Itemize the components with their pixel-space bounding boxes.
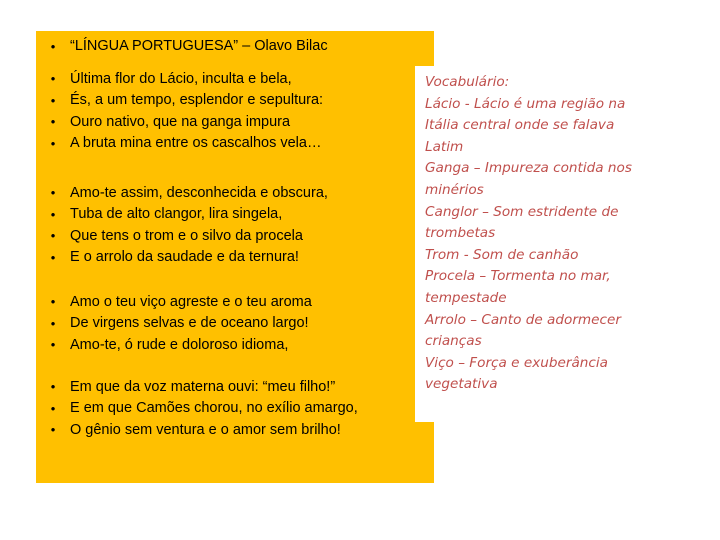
- bullet: •: [50, 294, 56, 310]
- poem-title: “LÍNGUA PORTUGUESA” – Olavo Bilac: [70, 38, 328, 54]
- vocabulary-line: vegetativa: [425, 376, 498, 393]
- vocabulary-line: Ganga – Impureza contida nos: [425, 160, 632, 177]
- bullet: •: [50, 400, 56, 416]
- bullet: •: [50, 379, 56, 395]
- poem-line: [36, 133, 323, 155]
- poem-line-text: Em que da voz materna ouvi: “meu filho!”: [70, 378, 336, 395]
- stanza-4: [36, 376, 358, 441]
- vocabulary-line: crianças: [425, 333, 482, 350]
- vocabulary-line: Arrolo – Canto de adormecer: [425, 311, 621, 328]
- bullet: •: [50, 71, 56, 87]
- poem-line: [36, 68, 323, 90]
- poem-line-text: Que tens o trom e o silvo da procela: [70, 227, 303, 244]
- bullet: •: [50, 135, 56, 151]
- vocabulary-line: Latim: [425, 138, 464, 155]
- vocabulary-panel: [415, 66, 667, 422]
- poem-line-text: És, a um tempo, esplendor e sepultura:: [70, 92, 324, 109]
- poem-line: [36, 334, 312, 356]
- vocabulary-heading: Vocabulário:: [425, 74, 510, 90]
- bullet: •: [50, 315, 56, 331]
- poem-line-text: A bruta mina entre os cascalhos vela…: [70, 135, 322, 152]
- bullet: •: [50, 92, 56, 108]
- poem-line: [36, 204, 328, 226]
- poem-line: [36, 247, 328, 269]
- vocabulary-line: trombetas: [425, 225, 496, 242]
- poem-line-text: E o arrolo da saudade e da ternura!: [70, 249, 299, 266]
- poem-line-text: Ouro nativo, que na ganga impura: [70, 113, 291, 130]
- vocabulary-line: Lácio - Lácio é uma região na: [425, 95, 626, 112]
- poem-line-text: De virgens selvas e de oceano largo!: [70, 315, 309, 332]
- stanza-3: [36, 291, 312, 356]
- bullet: •: [50, 228, 56, 244]
- vocabulary-line: Itália central onde se falava: [425, 117, 615, 134]
- poem-line: [36, 182, 328, 204]
- vocabulary-line: minérios: [425, 181, 484, 198]
- poem-line-text: Amo o teu viço agreste e o teu aroma: [70, 293, 312, 310]
- vocabulary-line: Viço – Força e exuberância: [425, 354, 608, 371]
- poem-line-text: Amo-te assim, desconhecida e obscura,: [70, 184, 328, 201]
- vocabulary-line: tempestade: [425, 289, 507, 306]
- poem-title-row: [36, 35, 328, 57]
- poem-line-text: O gênio sem ventura e o amor sem brilho!: [70, 421, 341, 438]
- stanza-2: [36, 182, 328, 268]
- vocabulary-line: Trom - Som de canhão: [425, 246, 579, 263]
- bullet: •: [50, 422, 56, 438]
- poem-line: [36, 111, 323, 133]
- bullet: •: [50, 249, 56, 265]
- poem-line: [36, 398, 358, 420]
- poem-line: [36, 313, 312, 335]
- bullet: •: [50, 206, 56, 222]
- bullet: •: [50, 185, 56, 201]
- bullet: •: [50, 337, 56, 353]
- poem-line: [36, 291, 312, 313]
- poem-line: [36, 419, 358, 441]
- poem-line-text: Amo-te, ó rude e doloroso idioma,: [70, 336, 289, 353]
- poem-line: [36, 225, 328, 247]
- bullet: •: [50, 38, 56, 54]
- vocabulary-line: Procela – Tormenta no mar,: [425, 268, 611, 285]
- stanza-1: [36, 68, 323, 154]
- poem-panel: [36, 31, 434, 483]
- vocabulary-line: Canglor – Som estridente de: [425, 203, 619, 220]
- poem-line: [36, 376, 358, 398]
- poem-line-text: Última flor do Lácio, inculta e bela,: [70, 70, 292, 87]
- poem-line: [36, 90, 323, 112]
- bullet: •: [50, 114, 56, 130]
- poem-line-text: Tuba de alto clangor, lira singela,: [70, 206, 283, 223]
- poem-line-text: E em que Camões chorou, no exílio amargo,: [70, 400, 358, 417]
